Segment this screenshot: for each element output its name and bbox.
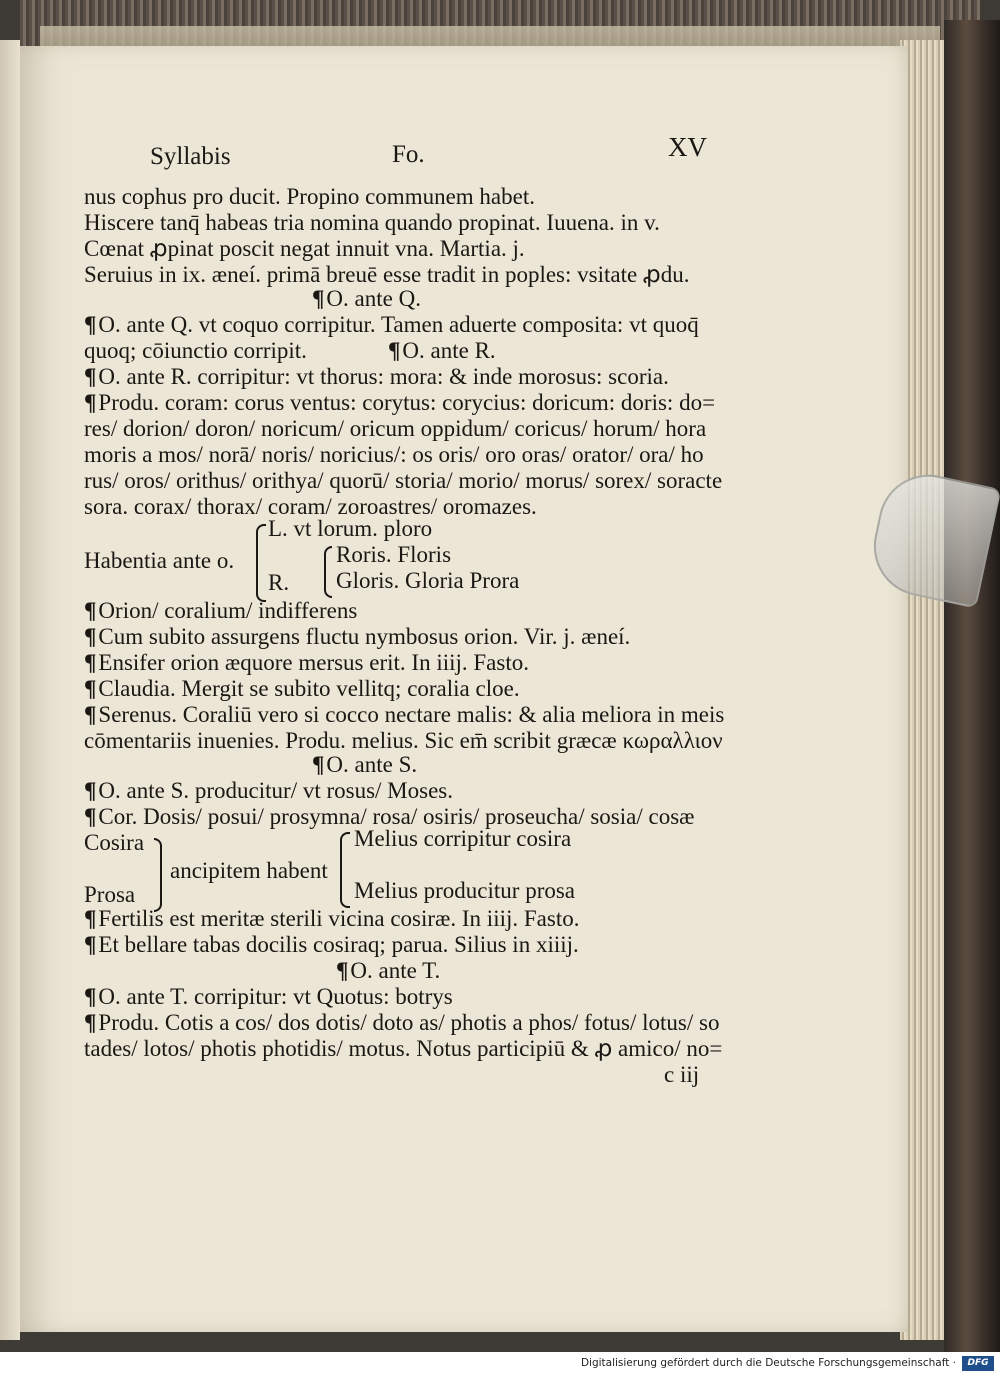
book-page: [20, 46, 908, 1332]
brace-item: Roris. Floris: [336, 542, 452, 567]
text-line: rus/ oros/ orithus/ orithya/ quorū/ storia/ morio/ morus/ sorex/ soracte: [84, 468, 723, 493]
brace-item: Gloris. Gloria Prora: [336, 568, 520, 593]
text-line: ¶ Ensifer orion æquore mersus erit. In iiij. Fasto.: [84, 650, 529, 676]
text-line: ¶ O. ante Q. vt coquo corripitur. Tamen aduerte composita: vt quoq̄: [84, 312, 699, 338]
text-line: Cœnat ꝓpinat poscit negat innuit vna. Martia. j.: [84, 236, 525, 261]
funding-credit: Digitalisierung gefördert durch die Deutsche Forschungsgemeinschaft ·: [580, 1357, 956, 1369]
signature-mark: c iij: [664, 1062, 700, 1087]
dfg-logo: DFG: [962, 1356, 994, 1371]
text-line: quoq; cōiunctio corripit.: [84, 338, 307, 363]
text-line: ¶ Orion/ coralium/ indifferens: [84, 598, 357, 624]
brace-label: ancipitem habent: [170, 858, 328, 883]
text-line: ¶ Cum subito assurgens fluctu nymbosus orion. Vir. j. æneí.: [84, 624, 630, 650]
text-line: ¶ Claudia. Mergit se subito vellitq; coralia cloe.: [84, 676, 520, 702]
text-line: nus cophus pro ducit. Propino communem habet.: [84, 184, 535, 209]
text-line: ¶ Produ. Cotis a cos/ dos dotis/ doto as/ photis a phos/ fotus/ lotus/ so: [84, 1010, 719, 1036]
text-line: res/ dorion/ doron/ noricum/ oricum oppidum/ coricus/ horum/ hora: [84, 416, 707, 441]
text-line: ¶ Produ. coram: corus ventus: corytus: corycius: doricum: doris: do=: [84, 390, 715, 416]
brace-word: Prosa: [84, 882, 136, 907]
text-line: ¶ O. ante S. producitur/ vt rosus/ Moses.: [84, 778, 453, 804]
book-binding: [944, 20, 1000, 1352]
text-line: sora. corax/ thorax/ coram/ zoroastres/ oromazes.: [84, 494, 537, 519]
text-line: tades/ lotos/ photis photidis/ motus. Notus participiū & ꝓ amico/ no=: [84, 1036, 723, 1061]
left-facing-page-edge: [0, 40, 20, 1340]
brace-item: L. vt lorum. ploro: [268, 516, 433, 541]
brace-inner: [324, 546, 332, 598]
footer-bar: [0, 1352, 1000, 1376]
folio-label: Fo.: [392, 141, 425, 168]
brace-word: Cosira: [84, 830, 145, 855]
text-line: ¶ O. ante T. corripitur: vt Quotus: botrys: [84, 984, 453, 1010]
text-line: ¶ O. ante R. corripitur: vt thorus: mora: & inde morosus: scoria.: [84, 364, 669, 390]
section-heading: ¶ O. ante R.: [388, 338, 496, 364]
text-line: Hiscere tanq̄ habeas tria nomina quando propinat. Iuuena. in v.: [84, 210, 660, 235]
brace-left: [340, 832, 350, 908]
brace-item: Melius corripitur cosira: [354, 826, 572, 851]
text-line: Seruius in ix. æneí. primā breuē esse tradit in poples: vsitate ꝓdu.: [84, 262, 690, 287]
brace-item: Melius producitur prosa: [354, 878, 576, 903]
top-page-edges-light: [40, 26, 940, 46]
text-line: ¶ Fertilis est meritæ sterili vicina cosiræ. In iiij. Fasto.: [84, 906, 579, 932]
section-heading: ¶ O. ante S.: [312, 752, 417, 778]
brace-left: [256, 524, 266, 602]
brace-right: [154, 838, 162, 912]
running-head-left: Syllabis: [150, 143, 231, 170]
text-line: cōmentariis inuenies. Produ. melius. Sic em̄ scribit græcæ κωραλλιον: [84, 728, 723, 753]
text-line: ¶ Cor. Dosis/ posui/ prosymna/ rosa/ osiris/ proseucha/ sosia/ cosæ: [84, 804, 694, 830]
text-line: ¶ Et bellare tabas docilis cosiraq; parua. Silius in xiiij.: [84, 932, 579, 958]
text-line: ¶ Serenus. Coraliū vero si cocco nectare malis: & alia meliora in meis: [84, 702, 724, 728]
brace-item: R.: [268, 570, 290, 595]
brace-label: Habentia ante o.: [84, 548, 235, 573]
folio-number: XV: [668, 132, 707, 162]
section-heading: ¶ O. ante Q.: [312, 286, 421, 312]
section-heading: ¶ O. ante T.: [336, 958, 440, 984]
text-line: moris a mos/ norā/ noris/ noricius/: os oris/ oro oras/ orator/ ora/ ho: [84, 442, 704, 467]
